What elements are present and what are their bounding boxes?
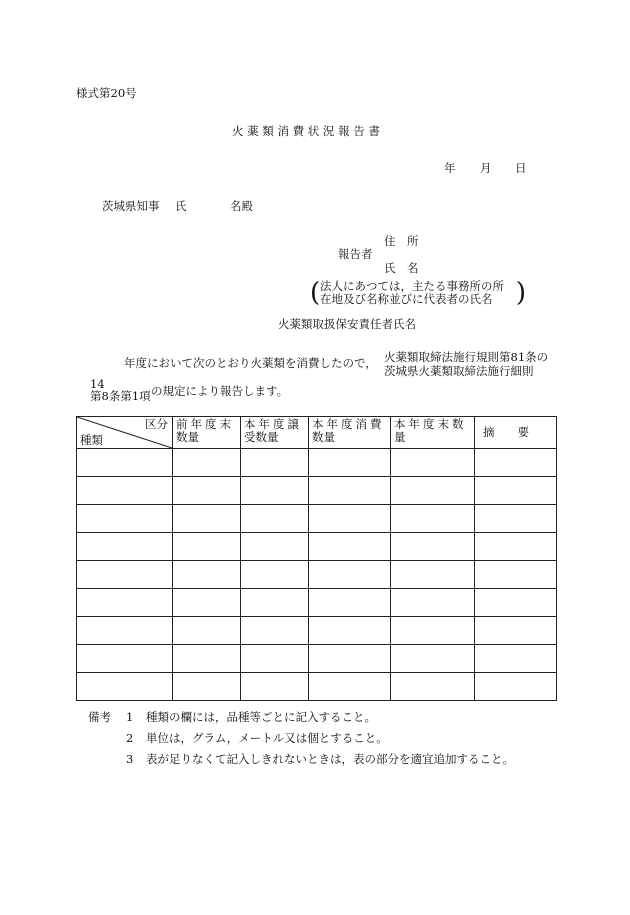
body-line2-prefix: 第8条第1項 xyxy=(90,389,151,403)
form-number: 様式第20号 xyxy=(76,86,137,100)
table-cell[interactable] xyxy=(309,449,391,477)
header-prev-year-end: 前年度末 数量 xyxy=(173,417,241,449)
header-year-end: 本年度末数 量 xyxy=(391,417,475,449)
corporate-note-line2: 在地及び名称並びに代表者の氏名 xyxy=(320,292,493,306)
table-cell[interactable] xyxy=(173,645,241,673)
table-cell[interactable] xyxy=(77,645,173,673)
table-cell[interactable] xyxy=(391,645,475,673)
consumption-table xyxy=(76,416,557,701)
header-remarks: 摘 要 xyxy=(475,417,557,449)
body-line1: 年度において次のとおり火薬類を消費したので， xyxy=(124,356,377,370)
table-cell[interactable] xyxy=(309,561,391,589)
table-cell[interactable] xyxy=(241,533,309,561)
reporter-address-label: 住 所 xyxy=(384,234,419,248)
table-cell[interactable] xyxy=(309,477,391,505)
note-row: 2 単位は，グラム，メートル又は個とすること。 xyxy=(126,731,388,745)
table-cell[interactable] xyxy=(77,589,173,617)
law-line1: 火薬類取締法施行規則第81条の xyxy=(384,350,549,364)
table-cell[interactable] xyxy=(241,589,309,617)
table-cell[interactable] xyxy=(173,617,241,645)
table-row xyxy=(77,449,557,477)
table-cell[interactable] xyxy=(173,673,241,701)
table-cell[interactable] xyxy=(391,673,475,701)
table-cell[interactable] xyxy=(391,561,475,589)
law-line2: 茨城県火薬類取締法施行細則 xyxy=(384,364,534,378)
table-cell[interactable] xyxy=(241,617,309,645)
table-cell[interactable] xyxy=(173,477,241,505)
addressee-honorific: 名殿 xyxy=(230,199,253,213)
table-cell[interactable] xyxy=(391,617,475,645)
reporter-label: 報告者 xyxy=(338,247,373,261)
table-cell[interactable] xyxy=(77,617,173,645)
table-cell[interactable] xyxy=(309,645,391,673)
table-cell[interactable] xyxy=(241,673,309,701)
table-cell[interactable] xyxy=(77,533,173,561)
table-row xyxy=(77,673,557,701)
table-cell[interactable] xyxy=(241,449,309,477)
table-row xyxy=(77,645,557,673)
law-line1-suffix: 14 xyxy=(90,377,105,391)
document-title: 火 薬 類 消 費 状 況 報 告 書 xyxy=(232,124,380,138)
table-cell[interactable] xyxy=(475,505,557,533)
note-row: 3 表が足りなくて記入しきれないときは，表の部分を適宜追加すること。 xyxy=(126,752,514,766)
table-cell[interactable] xyxy=(475,561,557,589)
table-cell[interactable] xyxy=(475,617,557,645)
right-bracket: ) xyxy=(515,278,526,308)
table-cell[interactable] xyxy=(475,449,557,477)
reporter-name-label: 氏 名 xyxy=(384,261,419,275)
header-consumed: 本年度消費 数量 xyxy=(309,417,391,449)
date-year-label: 年 xyxy=(444,161,456,175)
table-cell[interactable] xyxy=(391,505,475,533)
table-cell[interactable] xyxy=(309,617,391,645)
table-cell[interactable] xyxy=(475,533,557,561)
left-bracket: ( xyxy=(310,278,321,308)
table-cell[interactable] xyxy=(391,477,475,505)
table-row xyxy=(77,477,557,505)
table-row xyxy=(77,505,557,533)
table-header-row xyxy=(77,417,557,449)
table-cell[interactable] xyxy=(391,533,475,561)
notes-lead: 備考 xyxy=(88,710,111,724)
table-cell[interactable] xyxy=(173,561,241,589)
diagonal-header-cell xyxy=(77,417,173,449)
table-cell[interactable] xyxy=(77,449,173,477)
date-day-label: 日 xyxy=(515,161,527,175)
table-row xyxy=(77,533,557,561)
notes xyxy=(88,707,514,770)
table-cell[interactable] xyxy=(309,673,391,701)
corporate-note xyxy=(310,278,526,308)
table-cell[interactable] xyxy=(475,477,557,505)
table-cell[interactable] xyxy=(173,589,241,617)
table-row xyxy=(77,617,557,645)
table-cell[interactable] xyxy=(309,505,391,533)
table-cell[interactable] xyxy=(77,673,173,701)
table-cell[interactable] xyxy=(173,449,241,477)
addressee-governor: 茨城県知事 xyxy=(102,199,160,213)
table-cell[interactable] xyxy=(173,505,241,533)
table-cell[interactable] xyxy=(77,561,173,589)
table-cell[interactable] xyxy=(241,477,309,505)
table-cell[interactable] xyxy=(77,477,173,505)
table-cell[interactable] xyxy=(241,561,309,589)
table-cell[interactable] xyxy=(241,645,309,673)
table-cell[interactable] xyxy=(475,645,557,673)
table-cell[interactable] xyxy=(173,533,241,561)
table-cell[interactable] xyxy=(475,673,557,701)
note-row: 備考 1 種類の欄には，品種等ごとに記入すること。 xyxy=(88,707,514,728)
addressee-prefix: 氏 xyxy=(175,199,187,213)
body-line2-suffix: の規定により報告します。 xyxy=(151,384,289,398)
diag-bottom-label: 種類 xyxy=(80,433,103,447)
table-row xyxy=(77,589,557,617)
table-cell[interactable] xyxy=(77,505,173,533)
security-officer-label: 火薬類取扱保安責任者氏名 xyxy=(278,317,416,331)
table-cell[interactable] xyxy=(391,589,475,617)
table-cell[interactable] xyxy=(391,449,475,477)
date-month-label: 月 xyxy=(480,161,492,175)
diag-top-label: 区分 xyxy=(145,417,168,431)
table-cell[interactable] xyxy=(475,589,557,617)
table-cell[interactable] xyxy=(241,505,309,533)
table-cell[interactable] xyxy=(309,533,391,561)
header-received: 本年度譲 受数量 xyxy=(241,417,309,449)
table-row xyxy=(77,561,557,589)
corporate-note-line1: 法人にあつては，主たる事務所の所 xyxy=(320,279,504,293)
table-cell[interactable] xyxy=(309,589,391,617)
